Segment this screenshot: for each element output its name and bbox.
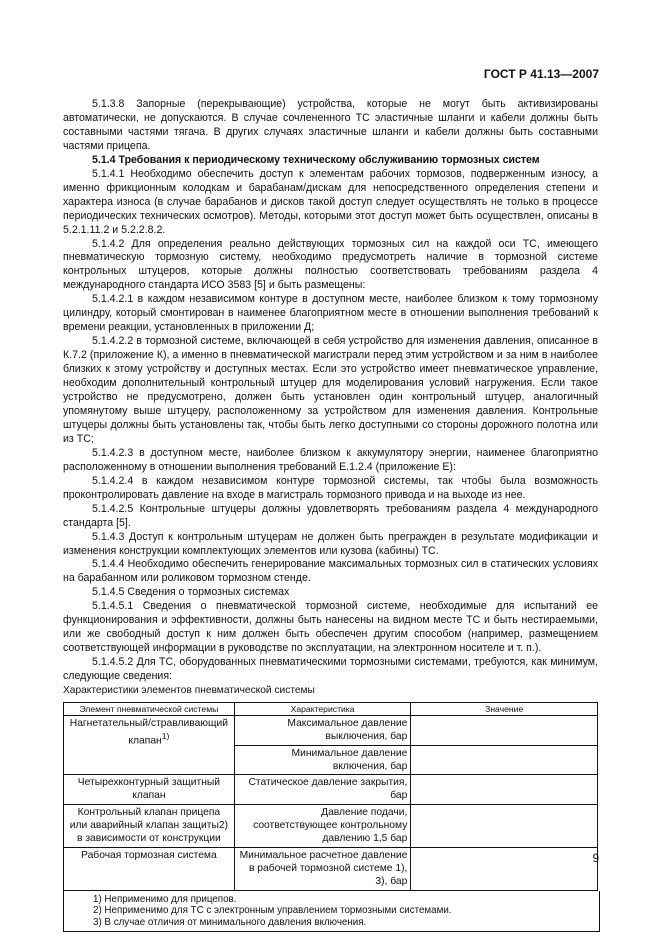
footnote-ref: 1) — [161, 731, 170, 742]
paragraph: 5.1.4.2.5 Контрольные штуцеры должны удовлетворять требованиям раздела 4 международного стандарта [5]. — [63, 502, 598, 529]
value-cell — [411, 847, 598, 890]
paragraph: 5.1.4.3 Доступ к контрольным штуцерам не должен быть прегражден в результате модификации и изменения конструкции комплектующих элементов или кузова (кабины) ТС. — [63, 530, 598, 557]
document-code: ГОСТ Р 41.13—2007 — [483, 67, 599, 81]
element-cell: Нагнетательный/стравливающий клапан$^{1)}$ — [64, 715, 235, 774]
table-footnotes — [63, 891, 600, 933]
characteristic-cell: Минимальное давление включения, бар — [234, 745, 411, 775]
value-cell — [411, 715, 598, 745]
column-header: Значение — [411, 702, 598, 715]
section-heading: 5.1.4 Требования к периодическому техническому обслуживанию тормозных систем — [92, 153, 540, 166]
paragraph: 5.1.4.1 Необходимо обеспечить доступ к элементам рабочих тормозов, подверженным износу, а именно фрикционным колодкам и барабанам/дискам для непосредственного определения степени и характера износа (в случае барабанов и дисков такой доступ следует осуществлять не только в процессе периодических технических осмотров). Методы, которыми этот доступ может быть осуществлен, описаны в 5.2.1.11.2 и 5.2.2.8.2. — [63, 167, 598, 236]
value-cell — [411, 745, 598, 775]
paragraph: 5.1.4.2.1 в каждом независимом контуре в доступном месте, наиболее близком к тому тормозному цилиндру, который смонтирован в наименее благоприятном месте в отношении выполнения требований к времени реакции, установленных в приложении Д; — [63, 293, 598, 334]
characteristic-cell: Статическое давление закрытия, бар — [234, 775, 411, 805]
column-header: Характеристика — [234, 702, 411, 715]
value-cell — [411, 804, 598, 847]
characteristic-cell: Давление подачи, соответствующее контрольному давлению 1,5 бар — [234, 804, 411, 847]
paragraph: 5.1.4.5.1 Сведения о пневматической тормозной системе, необходимые для испытаний ее функционирования и эффективности, должны быть нанесены на видном месте ТС и быть нестираемыми, или же свободный доступ к ним должен быть обеспечен другим способом (например, размещением соответствующей информации в руководстве по эксплуатации, на электронном носителе и т. п.). — [63, 600, 598, 655]
page-number: 9 — [592, 853, 599, 865]
table-header-row — [64, 702, 598, 715]
table-row — [64, 775, 598, 805]
characteristic-cell: Максимальное давление выключения, бар — [234, 715, 411, 745]
characteristic-cell: Минимальное расчетное давление в рабочей тормозной системе 1), 3), бар — [234, 847, 411, 890]
paragraph: 5.1.4.2.4 в каждом независимом контуре тормозной системы, так чтобы была возможность проконтролировать давление на входе в магистраль тормозного привода и на выходе из нее. — [63, 474, 598, 501]
table-row — [64, 804, 598, 847]
table-row — [64, 715, 598, 745]
footnote: 2) Неприменимо для ТС с электронным управлением тормозными системами. — [93, 905, 452, 917]
paragraph: 5.1.4.5 Сведения о тормозных системах — [92, 586, 290, 599]
element-cell: Контрольный клапан прицепа или аварийный клапан защиты2) в зависимости от конструкции — [64, 804, 235, 847]
pneumatic-elements-table — [63, 702, 598, 891]
table-row — [64, 847, 598, 890]
paragraph: 5.1.4.2.3 в доступном месте, наиболее близком к аккумулятору энергии, наименее благоприятно расположенному в отношении выполнения требований Е.1.2.4 (приложение Е): — [63, 446, 598, 473]
value-cell — [411, 775, 598, 805]
paragraph: 5.1.4.5.2 Для ТС, оборудованных пневматическими тормозными системами, требуются, как минимум, следующие сведения: — [63, 656, 598, 683]
page-body — [63, 98, 598, 932]
paragraph: 5.1.4.2 Для определения реально действующих тормозных сил на каждой оси ТС, имеющего пневматическую тормозную систему, необходимо предусмотреть наличие в тормозной системе контрольных штуцеров, которые должны полностью соответствовать требованиям раздела 4 международного стандарта ИСО 3583 [5] и быть размещены: — [63, 237, 598, 292]
column-header: Элемент пневматической системы — [64, 702, 235, 715]
footnote: 3) В случае отличия от минимального давления включения. — [93, 916, 367, 928]
table-caption: Характеристики элементов пневматической системы — [63, 685, 315, 697]
paragraph: 5.1.4.2.2 в тормозной системе, включающей в себя устройство для изменения давления, описанное в К.7.2 (приложение К), а именно в пневматической магистрали перед этим устройством и за ним в наиболее близких к этому устройству и доступных местах. Если это устройство имеет пневматическое управление, необходим дополнительный контрольный штуцер для моделирования условий нагружения. Если такое устройство не предусмотрено, должен быть установлен один контрольный штуцер, аналогичный упомянутому выше штуцеру, расположенному за устройством для изменения давления. Контрольные штуцеры должны быть установлены так, чтобы быть легко доступными со стороны дорожного полотна или из ТС; — [63, 335, 598, 445]
element-cell: Рабочая тормозная система — [64, 847, 235, 890]
paragraph: 5.1.4.4 Необходимо обеспечить генерирование максимальных тормозных сил в статических условиях на барабанном или роликовом тормозном стенде. — [63, 558, 598, 585]
paragraph: 5.1.3.8 Запорные (перекрывающие) устройства, которые не могут быть активизированы автоматически, не допускаются. В случае сочлененного ТС эластичные шланги и кабели должны быть составными частями тягача. В других случаях эластичные шланги и кабели должны быть составными частями прицепа. — [63, 98, 598, 152]
element-cell: Четырехконтурный защитный клапан — [64, 775, 235, 805]
footnote: 1) Неприменимо для прицепов. — [93, 893, 237, 905]
